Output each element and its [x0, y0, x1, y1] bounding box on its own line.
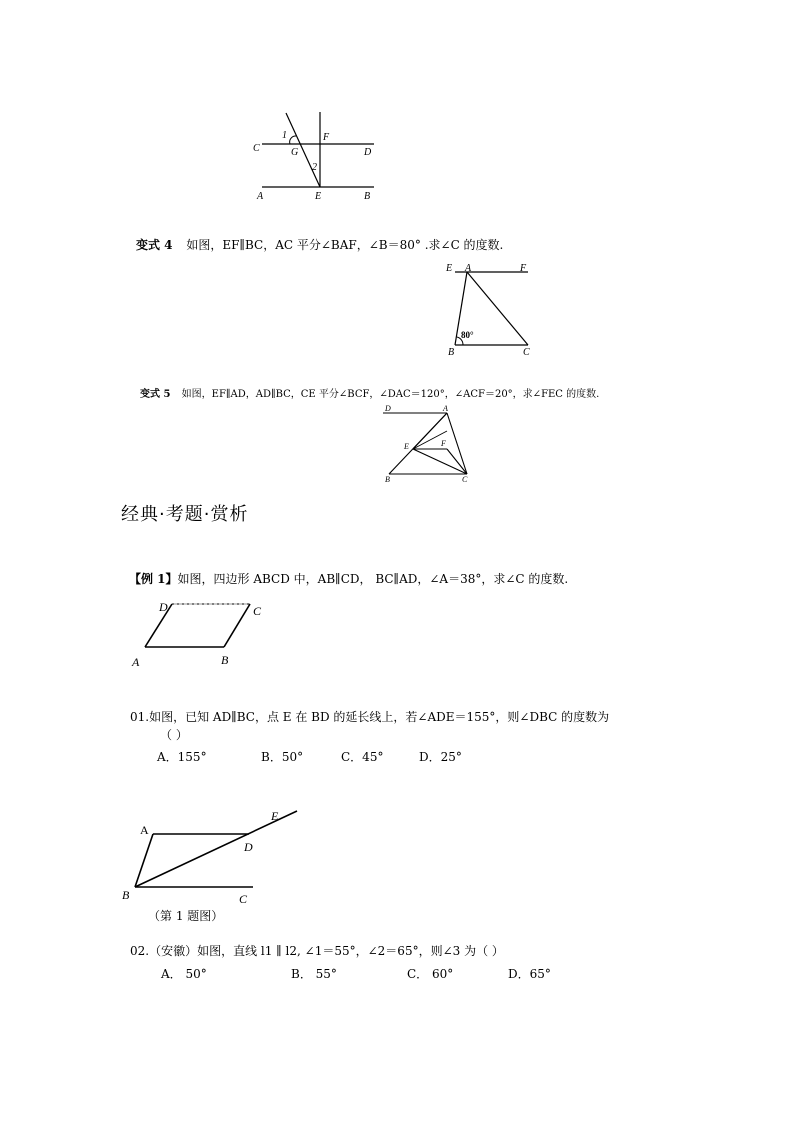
v5-label-D: D: [385, 404, 391, 413]
variant4-tag: 变式 4: [136, 238, 173, 252]
v4-label-A: A: [465, 263, 472, 274]
q01-answer-blank: （ ）: [160, 728, 188, 742]
q01-option-b: B．50°: [261, 750, 304, 764]
fig1-label-G: G: [291, 147, 299, 158]
v4-label-F: F: [520, 263, 527, 274]
v5-label-F: F: [441, 439, 446, 448]
fig1-label-2: 2: [312, 162, 317, 173]
v4-label-80: 80°: [461, 330, 474, 340]
ex1-label-B: B: [221, 653, 229, 667]
example1-text: 如图，四边形 ABCD 中，AB∥CD， BC∥AD，∠A＝38°，求∠C 的度数.: [177, 572, 569, 586]
q02-option-a: A． 50°: [161, 967, 207, 981]
variant4-text: 如图，EF∥BC，AC 平分∠BAF，∠B＝80° .求∠C 的度数.: [186, 238, 504, 252]
q02-text: （安徽）如图，直线 l1 ∥ l2, ∠1＝55°，∠2＝65°，则∠3 为（ ）: [149, 944, 504, 958]
q02-number: 02.: [130, 944, 150, 958]
q01-figure-caption: （第 1 题图）: [148, 909, 224, 923]
variant5-tag: 变式 5: [140, 389, 171, 400]
q02-question: [130, 942, 504, 959]
fig1-label-B: B: [364, 191, 371, 202]
q01-text: 如图，已知 AD∥BC，点 E 在 BD 的延长线上，若∠ADE＝155°，则∠DBC 的度数为: [149, 710, 610, 724]
fig1-label-F: F: [323, 132, 330, 143]
q01-label-E: E: [271, 809, 279, 823]
v5-label-E: E: [404, 442, 409, 451]
q01-option-d: D．25°: [419, 750, 462, 764]
q01-label-B: B: [122, 888, 130, 902]
v5-label-C: C: [462, 475, 468, 484]
q01-option-c: C．45°: [341, 750, 384, 764]
q02-option-d: D．65°: [508, 967, 551, 981]
q01-label-A: A: [140, 823, 149, 837]
variant5-text: 如图，EF∥AD，AD∥BC，CE 平分∠BCF，∠DAC＝120°，∠ACF＝20°，求∠FEC 的度数.: [181, 389, 600, 400]
fig1-label-A: A: [257, 191, 264, 202]
v5-label-A: A: [443, 404, 448, 413]
v4-label-E: E: [446, 263, 453, 274]
q01-number: 01.: [130, 710, 150, 724]
q01-label-D: D: [244, 840, 253, 854]
q02-option-c: C． 60°: [407, 967, 454, 981]
q01-option-a: A．155°: [157, 750, 207, 764]
fig1-label-E: E: [315, 191, 322, 202]
ex1-label-A: A: [132, 655, 140, 669]
v5-label-B: B: [385, 475, 390, 484]
example1-tag: 【例 1】: [129, 572, 178, 586]
section-heading: 经典·考题·赏析: [121, 504, 249, 525]
v4-label-C: C: [523, 347, 530, 358]
q01-label-C: C: [239, 892, 248, 906]
q02-option-b: B． 55°: [291, 967, 337, 981]
v4-label-B: B: [448, 347, 455, 358]
fig1-label-D: D: [364, 147, 372, 158]
fig1-label-C: C: [253, 143, 260, 154]
ex1-label-C: C: [253, 604, 262, 618]
fig1-label-1: 1: [282, 130, 287, 141]
ex1-label-D: D: [159, 600, 168, 614]
